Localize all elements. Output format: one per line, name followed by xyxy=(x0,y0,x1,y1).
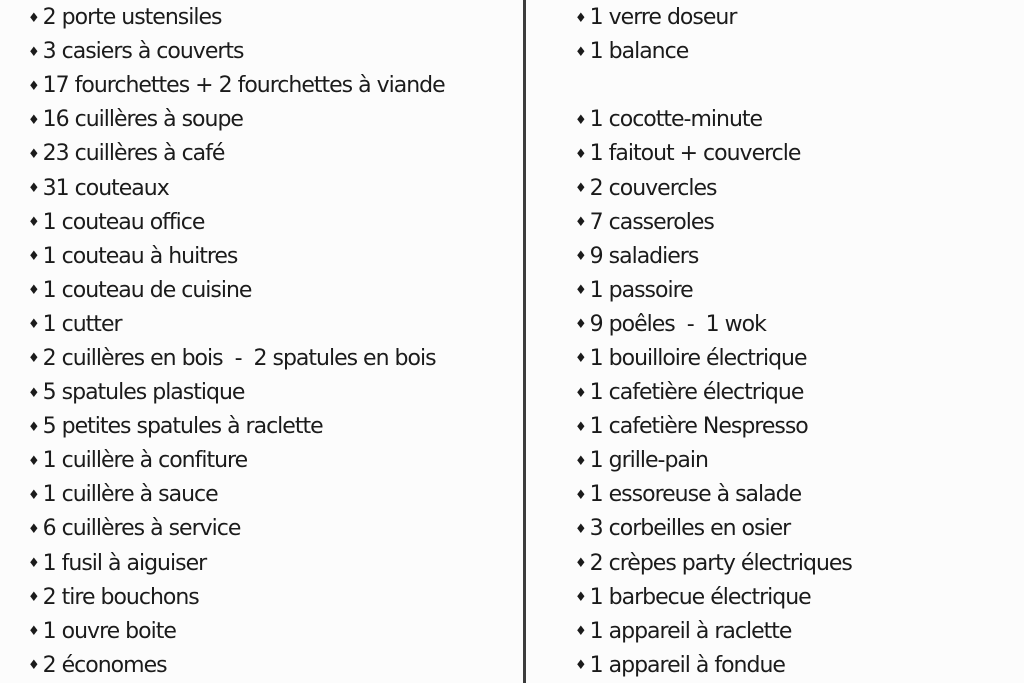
list-item-text: 1 cuillère à sauce xyxy=(42,482,218,508)
list-item xyxy=(575,376,1015,410)
list-item xyxy=(28,274,514,308)
list-item xyxy=(28,206,514,240)
list-item-text: 1 faitout + couvercle xyxy=(589,141,801,167)
list-item xyxy=(575,171,1015,205)
list-item-text: 1 appareil à raclette xyxy=(589,618,792,644)
list-item xyxy=(575,342,1015,376)
bullet-diamond-icon: ♦ xyxy=(575,385,587,401)
bullet-diamond-icon: ♦ xyxy=(575,249,587,265)
list-item xyxy=(28,376,514,410)
bullet-diamond-icon: ♦ xyxy=(28,249,40,265)
bullet-diamond-icon: ♦ xyxy=(575,453,587,469)
bullet-diamond-icon: ♦ xyxy=(575,590,587,606)
bullet-diamond-icon: ♦ xyxy=(28,10,40,26)
list-item xyxy=(575,547,1015,581)
list-item xyxy=(28,342,514,376)
bullet-diamond-icon: ♦ xyxy=(575,487,587,503)
list-item xyxy=(28,308,514,342)
bullet-diamond-icon: ♦ xyxy=(575,10,587,26)
bullet-diamond-icon: ♦ xyxy=(575,44,587,60)
bullet-diamond-icon: ♦ xyxy=(28,521,40,537)
list-item xyxy=(575,512,1015,546)
bullet-diamond-icon: ♦ xyxy=(28,351,40,367)
list-item-text: 2 crèpes party électriques xyxy=(589,550,852,576)
list-item-text: 16 cuillères à soupe xyxy=(42,107,243,133)
list-item-text: 9 poêles - 1 wok xyxy=(589,311,766,337)
list-item-text: 1 balance xyxy=(589,39,689,65)
bullet-diamond-icon: ♦ xyxy=(575,283,587,299)
list-item xyxy=(28,410,514,444)
bullet-diamond-icon: ♦ xyxy=(575,556,587,572)
list-item xyxy=(575,615,1015,649)
list-item-text: 1 fusil à aiguiser xyxy=(42,550,207,576)
list-item xyxy=(575,274,1015,308)
bullet-diamond-icon: ♦ xyxy=(28,44,40,60)
bullet-diamond-icon: ♦ xyxy=(28,112,40,128)
bullet-diamond-icon: ♦ xyxy=(28,283,40,299)
list-item-text: 3 casiers à couverts xyxy=(42,39,244,65)
list-item xyxy=(575,308,1015,342)
list-item-text: 6 cuillères à service xyxy=(42,516,241,542)
list-item xyxy=(28,137,514,171)
bullet-diamond-icon: ♦ xyxy=(575,419,587,435)
list-item-text: 1 cutter xyxy=(42,311,122,337)
bullet-diamond-icon: ♦ xyxy=(28,385,40,401)
bullet-diamond-icon: ♦ xyxy=(28,215,40,231)
list-item-text: 1 verre doseur xyxy=(589,5,737,31)
list-item-text: 1 couteau à huitres xyxy=(42,243,238,269)
list-item xyxy=(575,206,1015,240)
bullet-diamond-icon: ♦ xyxy=(28,590,40,606)
list-item xyxy=(28,581,514,615)
list-item xyxy=(28,240,514,274)
list-item-text: 1 appareil à fondue xyxy=(589,652,785,678)
list-item xyxy=(28,35,514,69)
bullet-diamond-icon: ♦ xyxy=(28,453,40,469)
bullet-diamond-icon: ♦ xyxy=(28,658,40,674)
list-item-text: 1 cocotte-minute xyxy=(589,107,763,133)
bullet-diamond-icon: ♦ xyxy=(575,317,587,333)
list-item-text: 1 barbecue électrique xyxy=(589,584,811,610)
list-item-text: 17 fourchettes + 2 fourchettes à viande xyxy=(42,73,445,99)
list-item-text: 1 couteau office xyxy=(42,209,205,235)
list-item-text: 3 corbeilles en osier xyxy=(589,516,791,542)
list-item xyxy=(575,581,1015,615)
list-item-text: 2 tire bouchons xyxy=(42,584,199,610)
bullet-diamond-icon: ♦ xyxy=(575,146,587,162)
bullet-diamond-icon: ♦ xyxy=(575,112,587,128)
list-item xyxy=(28,103,514,137)
bullet-diamond-icon: ♦ xyxy=(575,215,587,231)
list-item-text: 9 saladiers xyxy=(589,243,699,269)
list-item-text: 1 couteau de cuisine xyxy=(42,277,252,303)
list-item-text: 1 cuillère à confiture xyxy=(42,448,248,474)
list-item-text: 1 passoire xyxy=(589,277,693,303)
list-item xyxy=(28,649,514,683)
bullet-diamond-icon: ♦ xyxy=(575,181,587,197)
list-item xyxy=(575,649,1015,683)
bullet-diamond-icon: ♦ xyxy=(28,146,40,162)
list-item xyxy=(575,137,1015,171)
list-item xyxy=(575,240,1015,274)
list-item-text: 1 cafetière Nespresso xyxy=(589,414,808,440)
inventory-column-left xyxy=(28,0,514,683)
list-item xyxy=(28,69,514,103)
list-item xyxy=(28,512,514,546)
list-item-text: 7 casseroles xyxy=(589,209,714,235)
bullet-diamond-icon: ♦ xyxy=(28,487,40,503)
list-item-text: 23 cuillères à café xyxy=(42,141,225,167)
list-item xyxy=(28,1,514,35)
list-item-text: 31 couteaux xyxy=(42,175,169,201)
list-item xyxy=(575,35,1015,69)
list-item xyxy=(575,1,1015,35)
bullet-diamond-icon: ♦ xyxy=(28,419,40,435)
list-item xyxy=(575,444,1015,478)
list-item xyxy=(28,171,514,205)
bullet-diamond-icon: ♦ xyxy=(28,181,40,197)
list-item xyxy=(575,478,1015,512)
column-divider xyxy=(523,0,526,683)
bullet-diamond-icon: ♦ xyxy=(28,317,40,333)
bullet-diamond-icon: ♦ xyxy=(575,351,587,367)
list-item-text: 1 grille-pain xyxy=(589,448,708,474)
list-item-text: 1 ouvre boite xyxy=(42,618,176,644)
list-item-text: 1 cafetière électrique xyxy=(589,380,804,406)
list-item xyxy=(28,478,514,512)
bullet-diamond-icon: ♦ xyxy=(575,658,587,674)
list-item xyxy=(28,615,514,649)
list-item-text: 2 cuillères en bois - 2 spatules en bois xyxy=(42,345,436,371)
list-item-text: 5 spatules plastique xyxy=(42,380,245,406)
list-item-text: 5 petites spatules à raclette xyxy=(42,414,323,440)
list-item-text: 2 économes xyxy=(42,652,167,678)
bullet-diamond-icon: ♦ xyxy=(28,556,40,572)
list-item-text: 1 essoreuse à salade xyxy=(589,482,802,508)
list-item xyxy=(575,410,1015,444)
inventory-column-right xyxy=(575,0,1015,683)
list-item-text: 1 bouilloire électrique xyxy=(589,345,807,371)
bullet-diamond-icon: ♦ xyxy=(28,624,40,640)
list-item xyxy=(575,69,1015,103)
list-item-text: 2 porte ustensiles xyxy=(42,5,222,31)
bullet-diamond-icon: ♦ xyxy=(575,624,587,640)
list-item-text: 2 couvercles xyxy=(589,175,717,201)
bullet-diamond-icon: ♦ xyxy=(575,521,587,537)
list-item xyxy=(575,103,1015,137)
bullet-diamond-icon: ♦ xyxy=(28,78,40,94)
list-item xyxy=(28,444,514,478)
list-item xyxy=(28,547,514,581)
